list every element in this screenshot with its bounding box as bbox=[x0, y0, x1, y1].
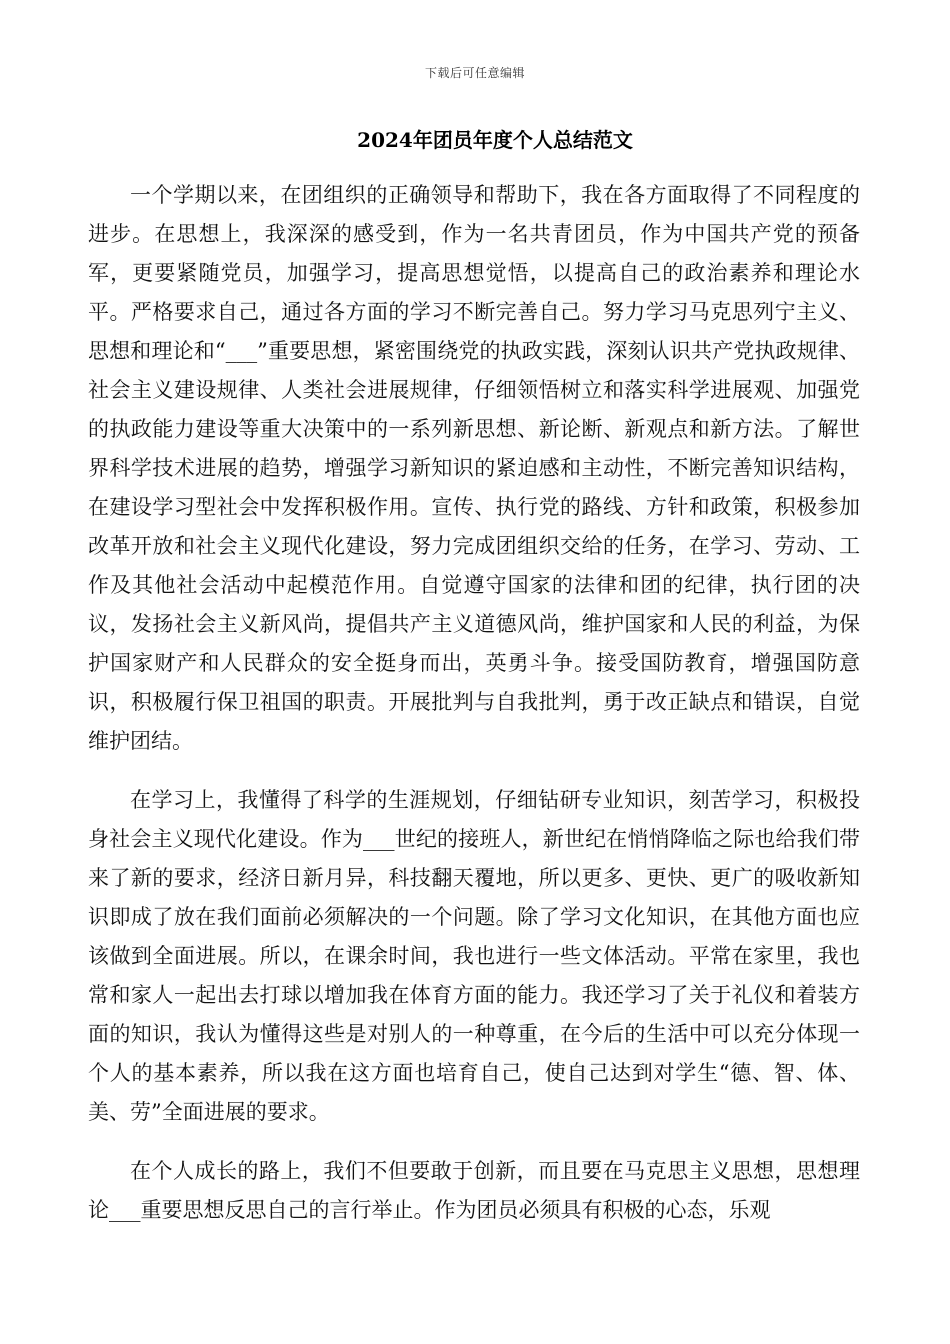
paragraph-study: 在学习上，我懂得了科学的生涯规划，仔细钻研专业知识，刻苦学习，积极投身社会主义现代化建设。作为___世纪的接班人，新世纪在悄悄降临之际也给我们带来了新的要求，经济日新月异，科技翻天覆地，所以更多、更快、更广的吸收新知识即成了放在我们面前必须解决的一个问题。除了学习文化知识，在其他方面也应该做到全面进展。所以，在课余时间，我也进行一些文体活动。平常在家里，我也常和家人一起出去打球以增加我在体育方面的能力。我还学习了关于礼仪和着装方面的知识，我认为懂得这些是对别人的一种尊重，在今后的生活中可以充分体现一个人的基本素养，所以我在这方面也培育自己，使自己达到对学生“德、智、体、美、劳”全面进展的要求。 bbox=[88, 788, 860, 1124]
document-body bbox=[88, 176, 860, 1250]
paragraph-thought: 一个学期以来，在团组织的正确领导和帮助下，我在各方面取得了不同程度的进步。在思想上，我深深的感受到，作为一名共青团员，作为中国共产党的预备军，更要紧随党员，加强学习，提高思想觉悟，以提高自己的政治素养和理论水平。严格要求自己，通过各方面的学习不断完善自己。努力学习马克思列宁主义、思想和理论和“___”重要思想，紧密围绕党的执政实践，深刻认识共产党执政规律、社会主义建设规律、人类社会进展规律，仔细领悟树立和落实科学进展观、加强党的执政能力建设等重大决策中的一系列新思想、新论断、新观点和新方法。了解世界科学技术进展的趋势，增强学习新知识的紧迫感和主动性，不断完善知识结构，在建设学习型社会中发挥积极作用。宣传、执行党的路线、方针和政策，积极参加改革开放和社会主义现代化建设，努力完成团组织交给的任务，在学习、劳动、工作及其他社会活动中起模范作用。自觉遵守国家的法律和团的纪律，执行团的决议，发扬社会主义新风尚，提倡共产主义道德风尚，维护国家和人民的利益，为保护国家财产和人民群众的安全挺身而出，英勇斗争。接受国防教育，增强国防意识，积极履行保卫祖国的职责。开展批判与自我批判，勇于改正缺点和错误，自觉维护团结。 bbox=[88, 183, 860, 753]
header-note: 下载后可任意编辑 bbox=[424, 66, 525, 80]
document-title: 2024年团员年度个人总结范文 bbox=[357, 128, 633, 152]
paragraph-growth: 在个人成长的路上，我们不但要敢于创新，而且要在马克思主义思想，思想理论___重要思想反思自己的言行举止。作为团员必须具有积极的心态，乐观 bbox=[88, 1159, 860, 1222]
